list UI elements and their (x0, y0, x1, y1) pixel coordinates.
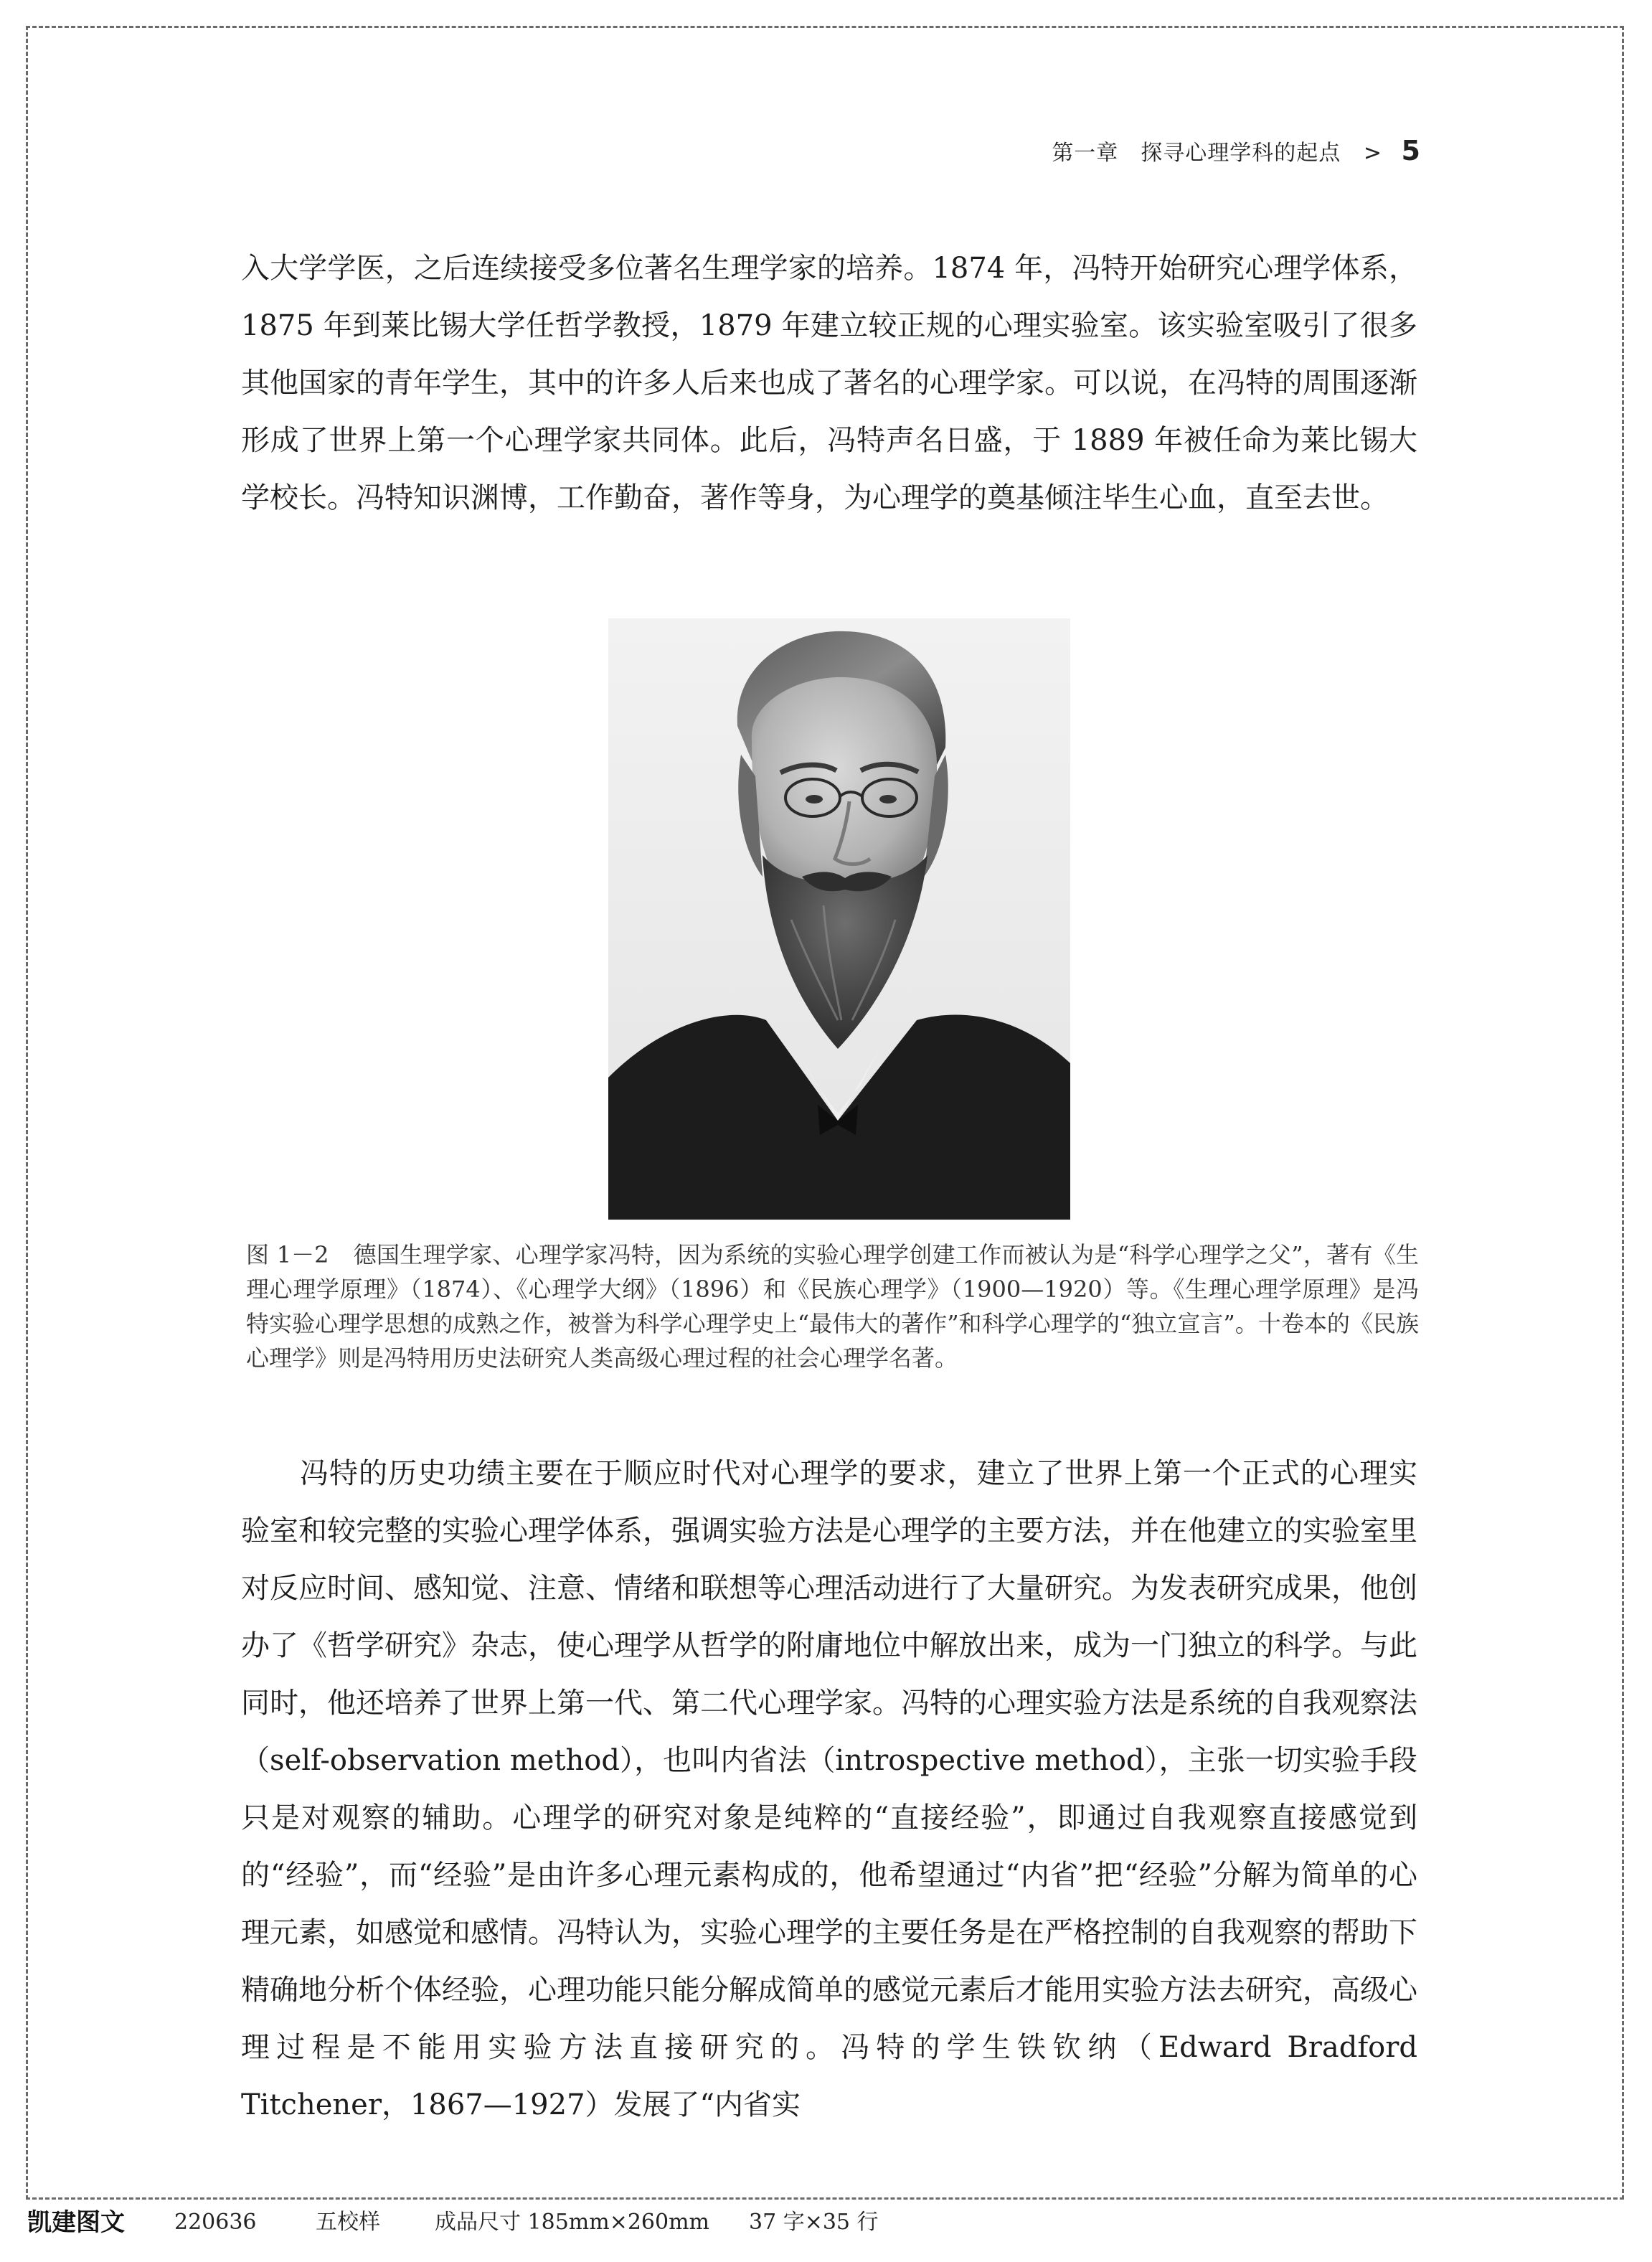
body-paragraph: 入大学学医，之后连续接受多位著名生理学家的培养。1874 年，冯特开始研究心理学体系，1875 年到莱比锡大学任哲学教授，1879 年建立较正规的心理实验室。该实验室吸引了很多其他国家的青年学生，其中的许多人后来也成了著名的心理学家。可以说，在冯特的周围逐渐形成了世界上第一个心理学家共同体。此后，冯特声名日盛，于 1889 年被任命为莱比锡大学校长。冯特知识渊博，工作勤奋，著作等身，为心理学的奠基倾注毕生心血，直至去世。 (241, 252, 1417, 514)
running-head (237, 135, 1420, 166)
arrow-icon: > (1363, 141, 1382, 166)
job-code: 220636 (174, 2210, 257, 2235)
page-number: 5 (1401, 135, 1420, 166)
publisher-brand: 凯建图文 (27, 2208, 125, 2237)
print-slug (27, 2207, 1605, 2238)
chapter-title: 第一章 探寻心理学科的起点 (1052, 141, 1341, 166)
figure-caption-text: 德国生理学家、心理学家冯特，因为系统的实验心理学创建工作而被认为是“科学心理学之父”，著有《生理心理学原理》（1874）、《心理学大纲》（1896）和《民族心理学》（1900—1920）等。《生理心理学原理》是冯特实验心理学思想的成熟之作，被誉为科学心理学史上“最伟大的著作”和科学心理学的“独立宣言”。十卷本的《民族心理学》则是冯特用历史法研究人类高级心理过程的社会心理学名著。 (246, 1241, 1419, 1372)
body-paragraph: 冯特的历史功绩主要在于顺应时代对心理学的要求，建立了世界上第一个正式的心理实验室和较完整的实验心理学体系，强调实验方法是心理学的主要方法，并在他建立的实验室里对反应时间、感知觉、注意、情绪和联想等心理活动进行了大量研究。为发表研究成果，他创办了《哲学研究》杂志，使心理学从哲学的附庸地位中解放出来，成为一门独立的科学。与此同时，他还培养了世界上第一代、第二代心理学家。冯特的心理实验方法是系统的自我观察法（self-observation method），也叫内省法（introspective method），主张一切实验手段只是对观察的辅助。心理学的研究对象是纯粹的“直接经验”，即通过自我观察直接感觉到的“经验”，而“经验”是由许多心理元素构成的，他希望通过“内省”把“经验”分解为简单的心理元素，如感觉和感情。冯特认为，实验心理学的主要任务是在严格控制的自我观察的帮助下精确地分析个体经验，心理功能只能分解成简单的感觉元素后才能用实验方法去研究，高级心理过程是不能用实验方法直接研究的。冯特的学生铁钦纳（Edward Bradford Titchener，1867—1927）发展了“内省实 (241, 1457, 1417, 2121)
page-spec: 37 字×35 行 (749, 2210, 879, 2235)
figure-label: 图 1－2 (246, 1241, 329, 1268)
figure-caption (246, 1238, 1419, 1375)
proof-stage: 五校样 (316, 2210, 380, 2235)
portrait-photo (608, 618, 1070, 1220)
trim-size: 成品尺寸 185mm×260mm (435, 2210, 709, 2235)
